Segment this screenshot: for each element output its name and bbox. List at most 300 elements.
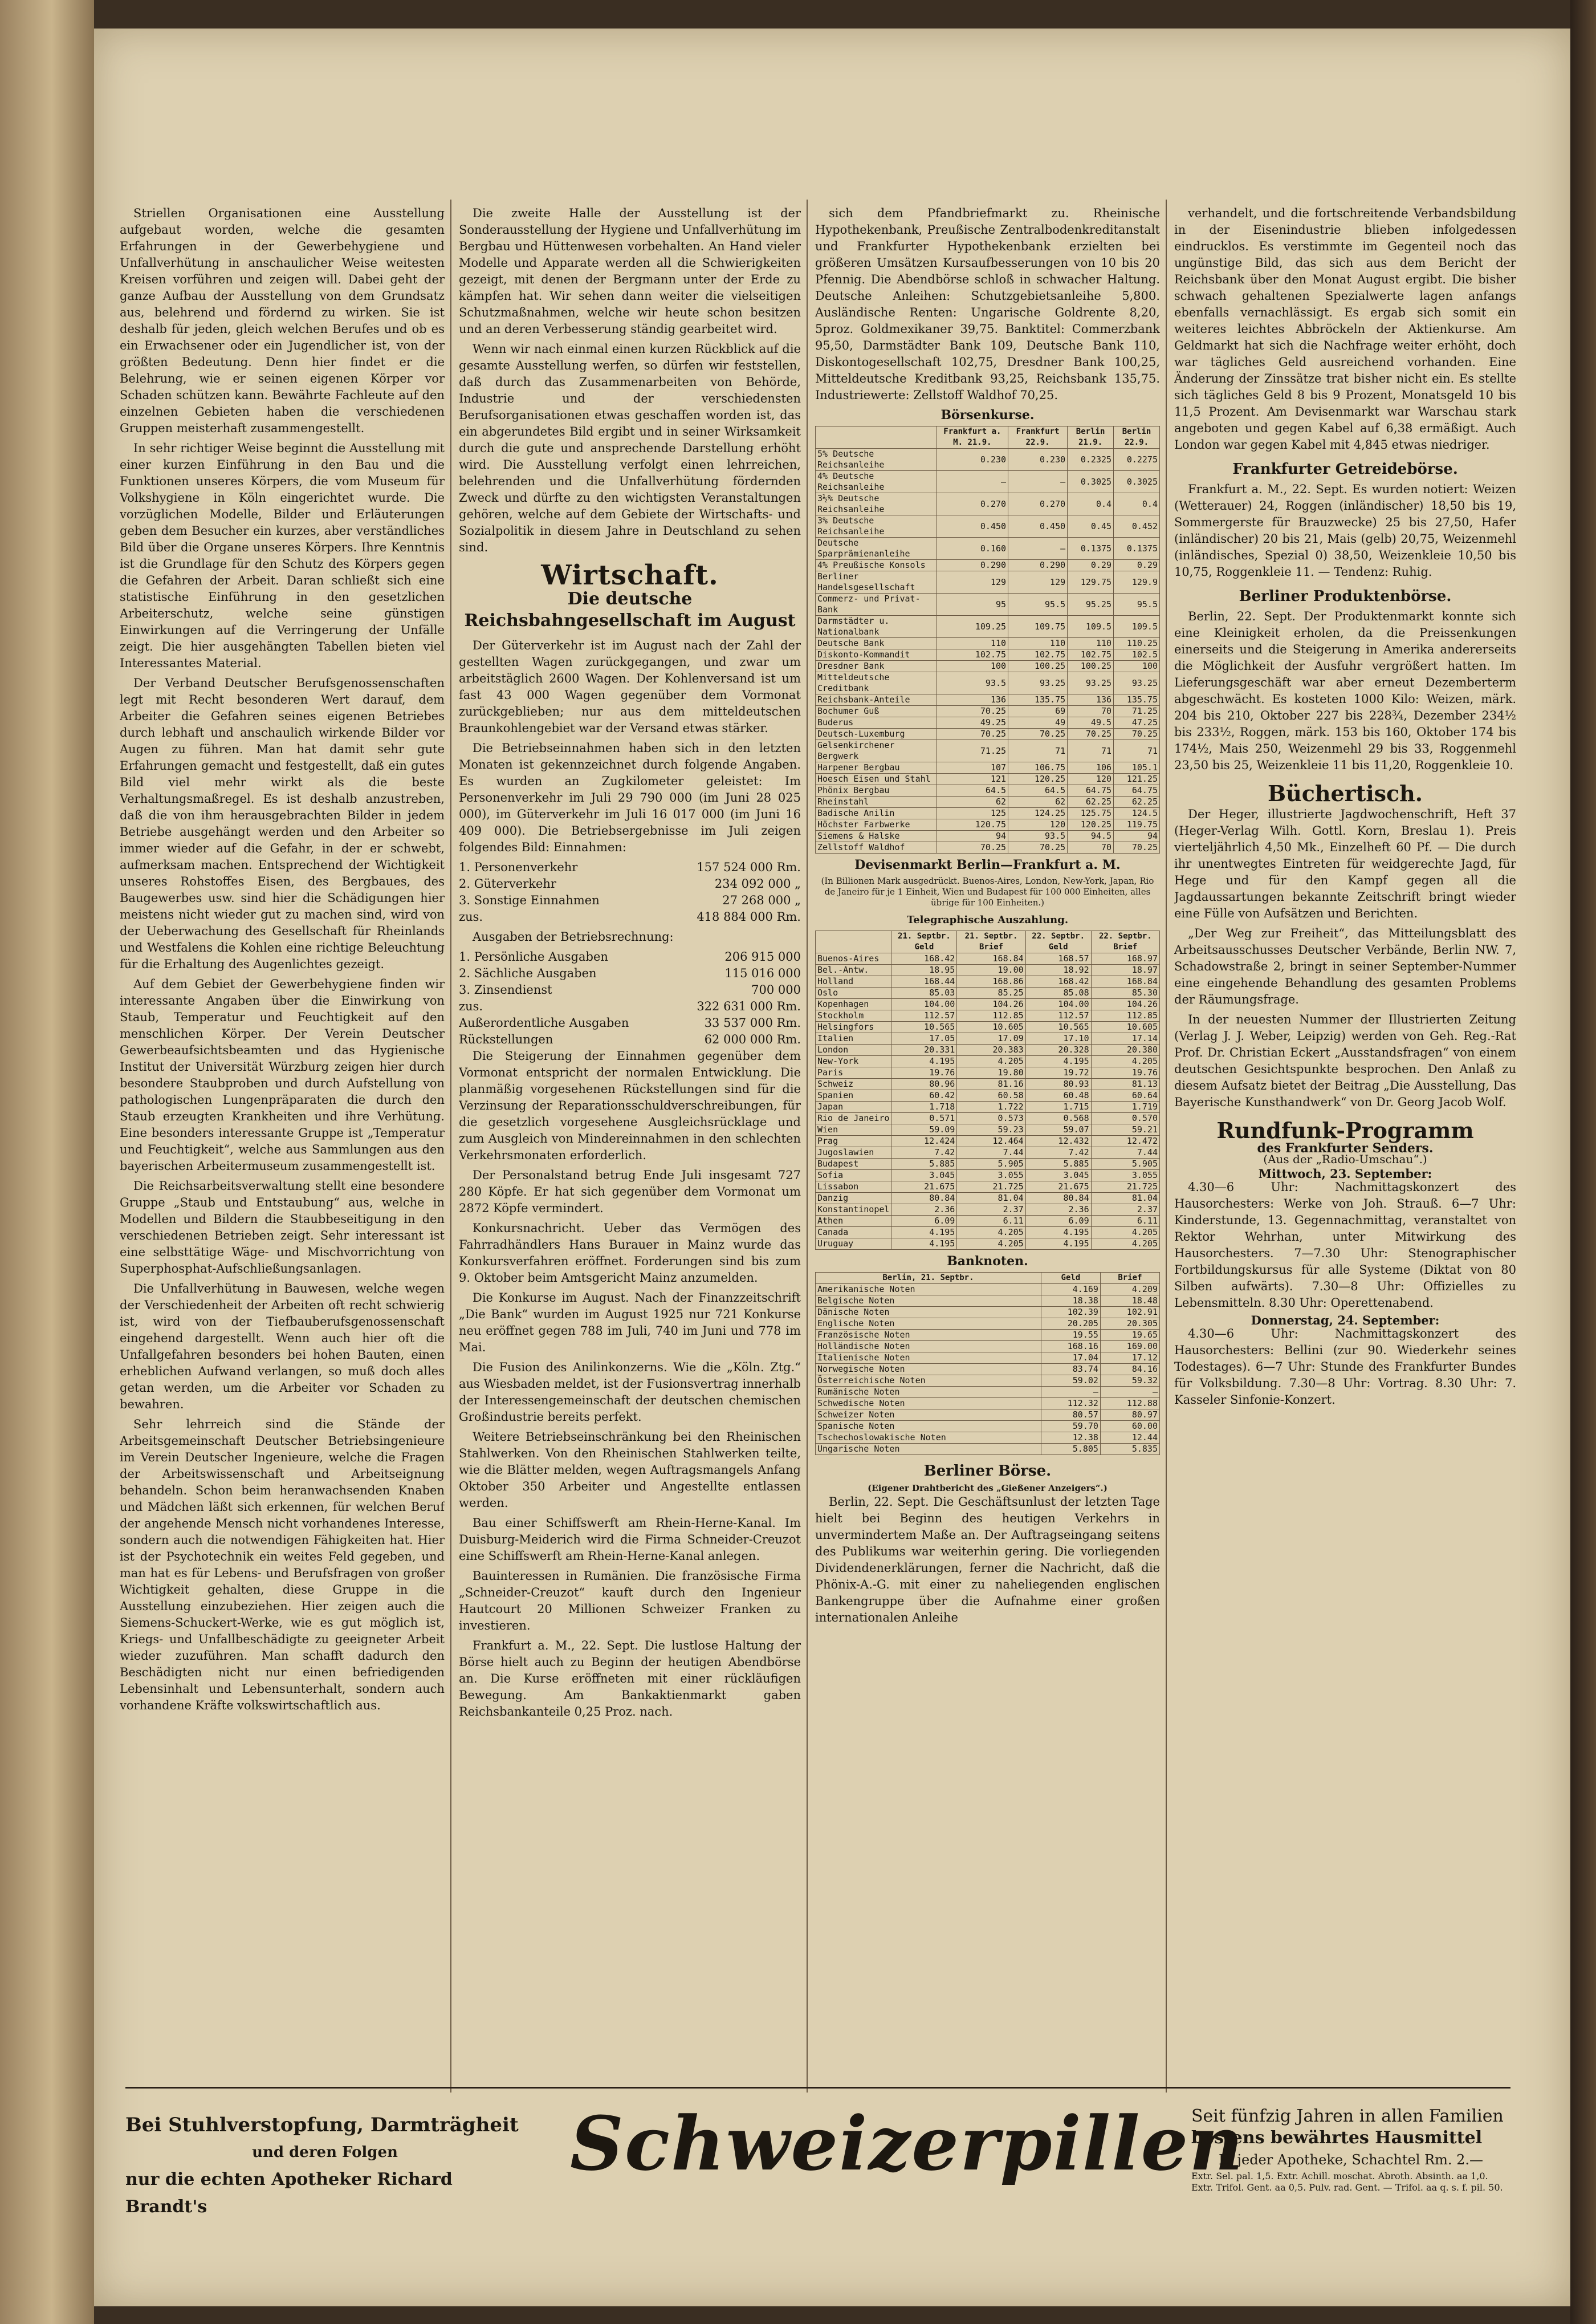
table-cell: Oslo [816, 988, 891, 999]
table-cell: Konstantinopel [816, 1204, 891, 1216]
table-cell: 85.25 [957, 988, 1025, 999]
table-cell: 10.565 [891, 1022, 957, 1033]
ledger-value: 206 915 000 [724, 950, 801, 964]
table-cell: 120 [1008, 819, 1068, 831]
table-header-cell [816, 426, 937, 449]
table-row [816, 797, 1160, 808]
paragraph: Weitere Betriebseinschränkung bei den Rheinischen Stahlwerken. Von den Rheinischen Stahlwerken teilte, wie die Blätter melden, wegen Auftragsmangels Anfang Oktober 350 Arbeiter und Angestellte entlassen werden. [459, 1430, 801, 1510]
table-row [816, 1216, 1160, 1227]
table-cell: 20.305 [1100, 1318, 1159, 1330]
ad-line-3: nur die echten Apotheker Richard Brandt's [125, 2169, 453, 2217]
table-row [816, 774, 1160, 785]
telegraph-table [815, 931, 1160, 1250]
ledger-value: 700 000 [751, 983, 801, 997]
table-cell: Rio de Janeiro [816, 1113, 891, 1124]
table-row [816, 842, 1160, 854]
table-cell: 60.58 [957, 1090, 1025, 1102]
table-cell: 80.84 [1025, 1193, 1091, 1204]
table-cell: 95.25 [1068, 594, 1114, 616]
ledger-row [459, 965, 801, 982]
table-cell: 49.25 [937, 717, 1008, 729]
expenses-list [459, 949, 801, 1048]
table-cell: — [1041, 1387, 1100, 1398]
table-row [816, 1056, 1160, 1067]
boersenkurse-title: Börsenkurse. [940, 408, 1035, 422]
table-cell: 64.5 [937, 785, 1008, 797]
table-cell: 109.5 [1068, 616, 1114, 638]
table-cell: 4.205 [1091, 1238, 1159, 1250]
paragraph: Wenn wir nach einmal einen kurzen Rückblick auf die gesamte Ausstellung werfen, so dürfen wir feststellen, daß durch das Zusammenarbeiten von Behörde, Industrie und der verschiedensten Berufsorganisationen etwas geschaffen worden ist, das ein abgerundetes Bild ergibt und in seiner Wirksamkeit durch die gute und ansprechende Darstellung erhöht wird. Die Ausstellung verfolgt einen lehrreichen, belehrenden und die Unfallverhütung fördernden Zweck und dürfte zu den wichtigsten Veranstaltungen gehören, welche auf dem Gebiete der Wirtschafts- und Sozialpolitik in diesem Jahre in Deutschland zu sehen sind. [459, 342, 801, 554]
table-cell: 0.270 [937, 493, 1008, 515]
table-row [816, 1204, 1160, 1216]
table-cell: 5.905 [1091, 1159, 1159, 1170]
table-row [816, 1295, 1160, 1307]
table-cell: 4.195 [1025, 1227, 1091, 1238]
devisen-title: Devisenmarkt Berlin—Frankfurt a. M. [854, 858, 1121, 872]
table-row [816, 1444, 1160, 1455]
table-row [816, 471, 1160, 493]
ledger-label: 2. Güterverkehr [459, 877, 556, 891]
table-cell: Spanien [816, 1090, 891, 1102]
table-header-cell: Geld [1041, 1273, 1100, 1284]
table-cell: 4.205 [957, 1238, 1025, 1250]
table-row [816, 1387, 1160, 1398]
table-cell: 0.3025 [1114, 471, 1160, 493]
table-cell: 60.64 [1091, 1090, 1159, 1102]
ledger-value: 418 884 000 Rm. [697, 910, 801, 924]
paragraph: Auf dem Gebiet der Gewerbehygiene finden wir interessante Angaben über die Einwirkung von Staub, Temperatur und Feuchtigkeit auf den menschlichen Körper. Der Verein Deutscher Gewerbeaufsichtsbeamten und das Hygienische Institut der Universität Würzburg zeigen hier durch besondere Staubproben und durch Aufstellung von pathologischen Lungenpräparaten die durch den Staub erzeugten Krankheiten und ihre Verhütung. Eine besonders interessante Gruppe ist „Temperatur und Feuchtigkeit“, welche aus Sammlungen aus den bayerischen Arbeitermuseum zusammengestellt ist. [120, 977, 445, 1173]
table-header-cell: Berlin 22.9. [1114, 426, 1160, 449]
table-cell: 129 [1008, 571, 1068, 594]
table-cell: 62.25 [1068, 797, 1114, 808]
table-cell: 81.04 [1091, 1193, 1159, 1204]
table-cell: 70 [1068, 706, 1114, 717]
table-cell: 168.86 [957, 976, 1025, 988]
table-cell: 20.380 [1091, 1045, 1159, 1056]
table-cell: 0.45 [1068, 515, 1114, 538]
table-cell: 168.84 [957, 953, 1025, 965]
table-row [816, 976, 1160, 988]
paragraph: Die Fusion des Anilinkonzerns. Wie die „Köln. Ztg.“ aus Wiesbaden meldet, ist der Fusionsvertrag innerhalb der Interessengemeinschaft der deutschen chemischen Großindustrie bereits perfekt. [459, 1360, 801, 1424]
table-cell: 62.25 [1114, 797, 1160, 808]
table-row [816, 953, 1160, 965]
table-cell: 1.718 [891, 1102, 957, 1113]
table-row [816, 1330, 1160, 1341]
table-row [816, 1170, 1160, 1181]
paragraph: Der Güterverkehr ist im August nach der Zahl der gestellten Wagen zurückgegangen, und zwar um arbeitstäglich 2600 Wagen. Der Kohlenversand ist um fast 43 000 Wagen gegenüber dem Vormonat zurückgeblieben; nur aus dem mitteldeutschen Braunkohlengebiet war der Versand etwas stärker. [459, 639, 801, 735]
berliner-boerse-title: Berliner Börse. [923, 1462, 1052, 1480]
table-cell: 0.450 [937, 515, 1008, 538]
table-row [816, 1432, 1160, 1444]
produktenboerse-body: Berlin, 22. Sept. Der Produktenmarkt konnte sich eine Kleinigkeit erholen, da die Preissenkungen einerseits und die Steigerung in Amerika andererseits die Möglichkeit der Ausfuhr vergrößert hatten. Im Lieferungsgeschäft war aber erneut Dezemberterm abgeschwächt. Es kosteten 1000 Kilo: Weizen, märk. 204 bis 210, Oktober 227 bis 228¾, Dezember 234½ bis 233½, Roggen, märk. 153 bis 160, Oktober 174 bis 174½, Mais 250, Weizenmehl 29 bis 33, Roggenmehl 23,50 bis 25, Weizenkleie 11 bis 11,20, Roggenkleie 10. [1174, 610, 1516, 772]
table-cell: 19.76 [1091, 1067, 1159, 1079]
ledger-row [459, 949, 801, 965]
table-cell: 60.48 [1025, 1090, 1091, 1102]
table-cell: 0.568 [1025, 1113, 1091, 1124]
table-cell: Reichsbank-Anteile [816, 694, 937, 706]
ad-line-2: und deren Folgen [252, 2144, 398, 2161]
table-cell: 59.70 [1041, 1421, 1100, 1432]
table-cell: 112.85 [1091, 1010, 1159, 1022]
table-cell: 95.5 [1008, 594, 1068, 616]
ledger-value: 62 000 000 Rm. [704, 1033, 801, 1046]
ledger-label: 1. Personenverkehr [459, 860, 578, 874]
table-header-cell: Berlin, 21. Septbr. [816, 1273, 1041, 1284]
table-row [816, 1193, 1160, 1204]
table-cell: 168.84 [1091, 976, 1159, 988]
table-cell: 85.08 [1025, 988, 1091, 999]
table-cell: 4.209 [1100, 1284, 1159, 1295]
table-cell: 5.805 [1041, 1444, 1100, 1455]
table-cell: 18.97 [1091, 965, 1159, 976]
table-row [816, 1113, 1160, 1124]
table-cell: Ungarische Noten [816, 1444, 1041, 1455]
table-cell: 80.57 [1041, 1409, 1100, 1421]
table-row [816, 1341, 1160, 1352]
table-cell: 21.725 [1091, 1181, 1159, 1193]
table-cell: 0.571 [891, 1113, 957, 1124]
getreideboerse-title: Frankfurter Getreidebörse. [1232, 461, 1458, 478]
table-row [816, 1124, 1160, 1136]
ledger-value: 115 016 000 [724, 966, 801, 980]
table-cell: 70.25 [937, 842, 1008, 854]
table-cell: Dresdner Bank [816, 661, 937, 672]
column-1 [120, 205, 445, 2087]
table-cell: 0.230 [937, 449, 1008, 471]
table-cell: 81.04 [957, 1193, 1025, 1204]
table-cell: 2.37 [957, 1204, 1025, 1216]
ad-right-4: Extr. Sel. pal. 1,5. Extr. Achill. moschat. Abroth. Absinth. aa 1,0. Extr. Trifol. Gent. aa 0,5. Pulv. rad. Gent. — Trifol. aa q. s. f. pil. 50. [1191, 2171, 1503, 2193]
table-cell: 168.97 [1091, 953, 1159, 965]
table-cell: 129.9 [1114, 571, 1160, 594]
table-cell: Englische Noten [816, 1318, 1041, 1330]
paragraph: Die Steigerung der Einnahmen gegenüber dem Vormonat entspricht der normalen Entwicklung. Die planmäßig vorgesehenen Rückstellungen sind für die Verzinsung der Reparationsschuldverschreibungen, für die gesetzlich vorgesehene Ausgleichsrücklage und zum Ausgleich von Mindereinnahmen in den schlechten Verkehrsmonaten erforderlich. [459, 1049, 801, 1162]
column-rule [807, 200, 808, 2093]
table-cell: Diskonto-Kommandit [816, 649, 937, 661]
table-cell: 64.75 [1068, 785, 1114, 797]
table-cell: 12.38 [1041, 1432, 1100, 1444]
table-cell: 4.169 [1041, 1284, 1100, 1295]
table-row [816, 1147, 1160, 1159]
table-cell: 70.25 [1068, 729, 1114, 740]
table-cell: 6.11 [1091, 1216, 1159, 1227]
table-cell: Belgische Noten [816, 1295, 1041, 1307]
table-cell: 102.5 [1114, 649, 1160, 661]
table-cell: 70.25 [1008, 729, 1068, 740]
rundfunk-title: Rundfunk-Programm [1216, 1118, 1474, 1143]
article-body [459, 637, 801, 856]
table-cell: 1.715 [1025, 1102, 1091, 1113]
table-row [816, 808, 1160, 819]
table-cell: 5.885 [891, 1159, 957, 1170]
table-cell: 70.25 [937, 706, 1008, 717]
table-header-cell [816, 931, 891, 953]
table-cell: 109.75 [1008, 616, 1068, 638]
table-cell: 12.424 [891, 1136, 957, 1147]
table-cell: 71.25 [937, 740, 1008, 762]
table-row [816, 560, 1160, 571]
table-cell: 4.205 [1091, 1227, 1159, 1238]
paragraph: Der Personalstand betrug Ende Juli insgesamt 727 280 Köpfe. Er hat sich gegenüber dem Vormonat um 2872 Köpfe vermindert. [459, 1168, 801, 1215]
table-cell: Berliner Handelsgesellschaft [816, 571, 937, 594]
market-report-continued: verhandelt, und die fortschreitende Verbandsbildung in der Eisenindustrie blieben infolgedessen eindrucklos. Es verstimmte im Gegenteil noch das ungünstige Bild, das sich aus dem Bericht der Reichsbank über den Monat August ergibt. Die bisher schwach gehaltenen Spezialwerte lagen anfangs ebenfalls vernachlässigt. Es ergab sich somit ein weiteres leichtes Abbröckeln der Aktienkurse. Am Geldmarkt hat sich die Nachfrage weiter erhöht, doch war tägliches Geld ausreichend vorhanden. Eine Änderung der Zinssätze trat bisher nicht ein. Es stellte sich tägliches Geld 8 bis 9 Prozent, Monatsgeld 10 bis 11,5 Prozent. Am Devisenmarkt war Warschau stark angeboten und gegen Kabel auf 6,38 ermäßigt. Auch London war gegen Kabel mit 4,845 etwas niedriger. [1174, 206, 1516, 452]
table-cell: Badische Anilin [816, 808, 937, 819]
market-report-intro: sich dem Pfandbriefmarkt zu. Rheinische Hypothekenbank, Preußische Zentralbodenkreditanstalt und Frankfurter Hypothekenbank erzielten bei größeren Umsätzen Kursaufbesserungen von 10 bis 20 Pfennig. Die Abendbörse schloß in schwacher Haltung. Deutsche Anleihen: Schutzgebietsanleihe 5,800. Ausländische Renten: Ungarische Goldrente 8,20, 5proz. Goldmexikaner 39,75. Banktitel: Commerzbank 95,50, Darmstädter Bank 109, Deutsche Bank 110, Diskontogesellschaft 102,75, Dresdner Bank 100,25, Mitteldeutsche Kreditbank 93,25, Reichsbank 135,75. Industriewerte: Zellstoff Waldhof 70,25. [815, 206, 1160, 402]
table-row [816, 571, 1160, 594]
table-cell: 106 [1068, 762, 1114, 774]
table-cell: 93.25 [1114, 672, 1160, 694]
table-cell: 121 [937, 774, 1008, 785]
table-cell: 104.26 [957, 999, 1025, 1010]
ledger-label: Außerordentliche Ausgaben [459, 1016, 629, 1030]
table-cell: 19.55 [1041, 1330, 1100, 1341]
ledger-row [459, 982, 801, 998]
table-row [816, 1409, 1160, 1421]
table-cell: 7.42 [891, 1147, 957, 1159]
table-cell: Deutsch-Luxemburg [816, 729, 937, 740]
table-cell: 0.450 [1008, 515, 1068, 538]
table-cell: 7.44 [1091, 1147, 1159, 1159]
ledger-row [459, 1015, 801, 1031]
table-cell: 12.432 [1025, 1136, 1091, 1147]
table-cell: 110 [1068, 638, 1114, 649]
table-cell: Bel.-Antw. [816, 965, 891, 976]
table-cell: 4.195 [891, 1056, 957, 1067]
table-cell: 19.76 [891, 1067, 957, 1079]
table-cell: 69 [1008, 706, 1068, 717]
table-cell: 80.93 [1025, 1079, 1091, 1090]
table-cell: 85.03 [891, 988, 957, 999]
table-cell: Deutsche Bank [816, 638, 937, 649]
column-3 [815, 205, 1160, 2087]
table-cell: 4.195 [1025, 1238, 1091, 1250]
table-cell: 18.92 [1025, 965, 1091, 976]
table-row [816, 819, 1160, 831]
ledger-row [459, 1031, 801, 1048]
paragraph: Bau einer Schiffswerft am Rhein-Herne-Kanal. Im Duisburg-Meiderich wird die Firma Schneider-Creuzot eine Schiffswerft am Rhein-Herne-Kanal anlegen. [459, 1516, 801, 1563]
table-cell: 4.205 [957, 1227, 1025, 1238]
article-body-continued [459, 1048, 801, 1720]
table-cell: 0.290 [937, 560, 1008, 571]
column-rule [450, 200, 451, 2093]
table-cell: 3.045 [1025, 1170, 1091, 1181]
table-row [816, 538, 1160, 560]
table-cell: 85.30 [1091, 988, 1159, 999]
table-cell: 49 [1008, 717, 1068, 729]
table-cell: 64.75 [1114, 785, 1160, 797]
table-row [816, 706, 1160, 717]
table-cell: 0.3025 [1068, 471, 1114, 493]
table-header-cell: Frankfurt a. M. 21.9. [937, 426, 1008, 449]
table-cell: 1.719 [1091, 1102, 1159, 1113]
table-row [816, 1318, 1160, 1330]
table-cell: 20.328 [1025, 1045, 1091, 1056]
table-row [816, 1238, 1160, 1250]
paragraph: Die Betriebseinnahmen haben sich in den letzten Monaten ist gekennzeichnet durch folgende Angaben. Es wurden an Zugkilometer geleistet: Im Personenverkehr im Juli 29 790 000 (im Juni 28 025 000), im Güterverkehr im Juli 16 017 000 (im Juni 16 409 000). Die Betriebsergebnisse im Juli zeigen folgendes Bild: Einnahmen: [459, 741, 801, 854]
table-cell: Zellstoff Waldhof [816, 842, 937, 854]
table-cell: 83.74 [1041, 1364, 1100, 1375]
table-cell: 109.25 [937, 616, 1008, 638]
table-cell: 80.97 [1100, 1409, 1159, 1421]
devisen-note: (In Billionen Mark ausgedrückt. Buenos-Aires, London, New-York, Japan, Rio de Janeiro für je 1 Einheit, Wien und Budapest für 100 000 Einheiten, alles übrige für 100 Einheiten.) [821, 876, 1154, 908]
table-row [816, 831, 1160, 842]
boersenkurse-table [815, 426, 1160, 854]
table-cell: 7.44 [957, 1147, 1025, 1159]
table-cell: Schweizer Noten [816, 1409, 1041, 1421]
table-row [816, 1352, 1160, 1364]
table-cell: Stockholm [816, 1010, 891, 1022]
table-cell: 104.26 [1091, 999, 1159, 1010]
article-headline: Die deutsche Reichsbahngesellschaft im August [464, 589, 796, 631]
ledger-value: 157 524 000 Rm. [697, 860, 801, 874]
table-row [816, 965, 1160, 976]
table-cell: 17.12 [1100, 1352, 1159, 1364]
paragraph: Die Reichsarbeitsverwaltung stellt eine besondere Gruppe „Staub und Entstaubung“ aus, welche in Modellen und Bildern die Staubbeseitigung in den verschiedenen Betrieben zeigt. Sehr interessant ist eine selbsttätige Wäge- und Mischvorrichtung von Superphosphat-Aufschließungsanlagen. [120, 1179, 445, 1275]
table-cell: 168.42 [1025, 976, 1091, 988]
table-row [816, 493, 1160, 515]
table-cell: 168.57 [1025, 953, 1091, 965]
table-row [816, 1364, 1160, 1375]
table-cell: 4% Deutsche Reichsanleihe [816, 471, 937, 493]
ledger-row [459, 859, 801, 876]
table-row [816, 717, 1160, 729]
table-cell: 0.270 [1008, 493, 1068, 515]
table-cell: 136 [1068, 694, 1114, 706]
table-row [816, 1090, 1160, 1102]
table-cell: 62 [1008, 797, 1068, 808]
table-row [816, 1045, 1160, 1056]
table-cell: 112.88 [1100, 1398, 1159, 1409]
ad-right-text [1191, 2106, 1510, 2193]
table-cell: 59.02 [1041, 1375, 1100, 1387]
table-row [816, 740, 1160, 762]
table-cell: 4.195 [1025, 1056, 1091, 1067]
table-cell: 64.5 [1008, 785, 1068, 797]
table-cell: 120.75 [937, 819, 1008, 831]
table-row [816, 1227, 1160, 1238]
section-heading-wirtschaft: Wirtschaft. [541, 559, 719, 591]
income-list [459, 859, 801, 925]
banknoten-title: Banknoten. [947, 1254, 1028, 1269]
table-cell: 6.11 [957, 1216, 1025, 1227]
table-cell: 0.2275 [1114, 449, 1160, 471]
table-cell: 102.39 [1041, 1307, 1100, 1318]
table-header-cell: Frankfurt 22.9. [1008, 426, 1068, 449]
table-row [816, 661, 1160, 672]
table-cell: 121.25 [1114, 774, 1160, 785]
ad-left-text [125, 2111, 524, 2221]
table-cell: 100 [937, 661, 1008, 672]
table-cell: 0.29 [1114, 560, 1160, 571]
ledger-label: 1. Persönliche Ausgaben [459, 950, 608, 964]
table-cell: 124.25 [1008, 808, 1068, 819]
table-cell: 84.16 [1100, 1364, 1159, 1375]
table-cell: 110 [937, 638, 1008, 649]
table-cell: Deutsche Sparprämienanleihe [816, 538, 937, 560]
table-cell: 71.25 [1114, 706, 1160, 717]
table-cell: 60.42 [891, 1090, 957, 1102]
table-cell: Höchster Farbwerke [816, 819, 937, 831]
paragraph: Bauinteressen in Rumänien. Die französische Firma „Schneider-Creuzot“ kauft durch den Ingenieur Hautcourt 20 Millionen Schweizer Franken zu investieren. [459, 1569, 801, 1632]
table-cell: 3% Deutsche Reichsanleihe [816, 515, 937, 538]
buechertisch-title: Büchertisch. [1267, 781, 1423, 806]
table-cell: Siemens & Halske [816, 831, 937, 842]
table-cell: Kopenhagen [816, 999, 891, 1010]
table-cell: Athen [816, 1216, 891, 1227]
table-cell: 168.44 [891, 976, 957, 988]
banknoten-table [815, 1272, 1160, 1455]
table-row [816, 1033, 1160, 1045]
book-binding [1570, 0, 1596, 2324]
table-row [816, 638, 1160, 649]
table-cell: 18.95 [891, 965, 957, 976]
table-cell: 60.00 [1100, 1421, 1159, 1432]
table-cell: Amerikanische Noten [816, 1284, 1041, 1295]
table-cell: 70 [1068, 842, 1114, 854]
table-cell: 95.5 [1114, 594, 1160, 616]
table-cell: 59.21 [1091, 1124, 1159, 1136]
table-cell: 81.16 [957, 1079, 1025, 1090]
table-cell: 0.4 [1068, 493, 1114, 515]
table-cell: Holländische Noten [816, 1341, 1041, 1352]
table-cell: 120.25 [1068, 819, 1114, 831]
table-row [816, 785, 1160, 797]
table-cell: 100.25 [1068, 661, 1114, 672]
table-header-cell: 21. Septbr. Brief [957, 931, 1025, 953]
table-cell: New-York [816, 1056, 891, 1067]
table-row [816, 1102, 1160, 1113]
table-cell: 0.573 [957, 1113, 1025, 1124]
table-cell: 0.230 [1008, 449, 1068, 471]
table-cell: 70.25 [1114, 729, 1160, 740]
table-cell: Wien [816, 1124, 891, 1136]
table-cell: 0.2325 [1068, 449, 1114, 471]
table-cell: Norwegische Noten [816, 1364, 1041, 1375]
table-cell: Tschechoslowakische Noten [816, 1432, 1041, 1444]
table-cell: 70.25 [1008, 842, 1068, 854]
table-cell: 21.725 [957, 1181, 1025, 1193]
table-cell: 59.23 [957, 1124, 1025, 1136]
ad-right-2: bestens bewährtes Hausmittel [1191, 2128, 1483, 2148]
table-cell: 12.464 [957, 1136, 1025, 1147]
ledger-value: 27 268 000 „ [722, 893, 801, 907]
paragraph: Die zweite Halle der Ausstellung ist der Sonderausstellung der Hygiene und Unfallverhütung im Bergbau und Hüttenwesen vorbehalten. An Hand vieler Modelle und Apparate werden all die Schwierigkeiten gezeigt, mit denen der Bergmann unter der Erde zu kämpfen hat. Wir sehen dann weiter die vielseitigen Schutzmaßnahmen, welche wir heute schon besitzen und an deren Verbesserung ständig gearbeitet wird. [459, 206, 801, 336]
table-cell: 100.25 [1008, 661, 1068, 672]
table-row [816, 1079, 1160, 1090]
ledger-label: zus. [459, 1000, 483, 1013]
paragraph: Der Verband Deutscher Berufsgenossenschaften legt mit Recht besonderen Wert darauf, dem Arbeiter die Gefahren seines eigenen Betriebes durch lebhaft und anschaulich wirkende Bilder vor Augen zu führen. Man hat damit sehr gute Erfahrungen gemacht und festgestellt, daß ein gutes Bild viel mehr wirkt als die beste Verhaltungsmaßregel. Es ist deshalb anzustreben, daß die von ihm herausgebrachten Bilder in jedem Betriebe ausgehängt werden und den Arbeiter so immer wieder auf die Gefahr, in der er schwebt, aufmerksam machen. Entsprechend der Wichtigkeit unseres Rohstoffes Eisen, des Bergbaues, des Baugewerbes usw. sind hier die Schädigungen hier meistens nicht wieder gut zu machen sind, wird von der Ueberwachung des Gesellschaft für Rheinlands und Westfalens die Kohlen eine richtige Beleuchtung für die Erhaltung des Augenlichtes gezeigt. [120, 676, 445, 971]
table-row [816, 1421, 1160, 1432]
column-2 [459, 205, 801, 2087]
expenses-intro: Ausgaben der Betriebsrechnung: [473, 930, 674, 944]
table-cell: Schwedische Noten [816, 1398, 1041, 1409]
table-cell: Bochumer Guß [816, 706, 937, 717]
table-cell: 0.290 [1008, 560, 1068, 571]
ledger-label: 3. Sonstige Einnahmen [459, 893, 600, 907]
table-cell: Budapest [816, 1159, 891, 1170]
table-cell: 119.75 [1114, 819, 1160, 831]
table-cell: 17.09 [957, 1033, 1025, 1045]
table-cell: Buenos-Aires [816, 953, 891, 965]
table-cell: 94 [937, 831, 1008, 842]
rundfunk-body-1: 4.30—6 Uhr: Nachmittagskonzert des Hausorchesters: Werke von Joh. Strauß. 6—7 Uhr: Kinderstunde, 13. Gegennachmittag, veranstaltet von Rektor Wehrhan, unter Mitwirkung des Hausorchesters. 7—7.30 Uhr: Stenographischer Fortbildungskursus für alle Systeme (Diktat von 80 Silben aufwärts). 7.30—8 Uhr: Offizielles zu Lebensmitteln. 8.30 Uhr: Operettenabend. [1174, 1180, 1516, 1310]
ledger-value: 322 631 000 Rm. [697, 1000, 801, 1013]
table-cell: Italienische Noten [816, 1352, 1041, 1364]
table-cell: 5.885 [1025, 1159, 1091, 1170]
telegraph-title: Telegraphische Auszahlung. [906, 914, 1069, 926]
table-cell: 7.42 [1025, 1147, 1091, 1159]
table-cell: 94.5 [1068, 831, 1114, 842]
